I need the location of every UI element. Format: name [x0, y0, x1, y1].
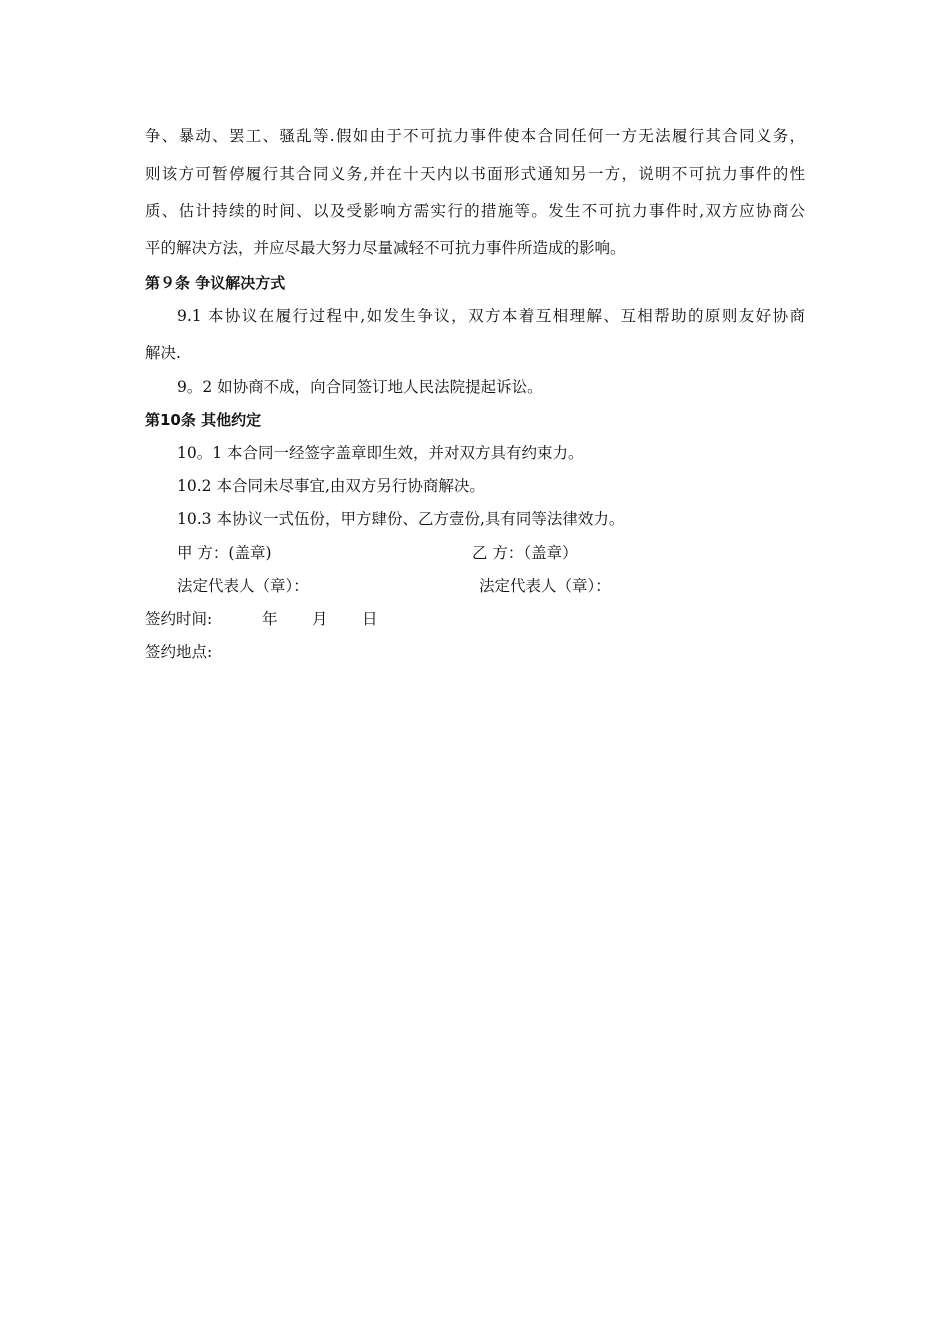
article-9-heading: 第９条 争议解决方式	[145, 274, 286, 292]
paragraph-line: 则该方可暂停履行其合同义务,并在十天内以书面形式通知另一方，说明不可抗力事件的性	[145, 165, 805, 183]
party-a-representative: 法定代表人（章）：	[177, 577, 309, 595]
clause-10-3: 10.3 本协议一式伍份，甲方肆份、乙方壹份,具有同等法律效力。	[177, 510, 625, 528]
clause-10-2: 10.2 本合同未尽事宜,由双方另行协商解决。	[177, 477, 485, 495]
signing-place-label: 签约地点:	[145, 643, 213, 661]
party-b-representative: 法定代表人（章）：	[479, 577, 611, 595]
party-a-seal: 甲 方：(盖章)	[177, 544, 272, 562]
clause-10-1: 10。1 本合同一经签字盖章即生效，并对双方具有约束力。	[177, 444, 584, 462]
signing-year: 年	[262, 610, 278, 628]
signing-date-label: 签约时间:	[145, 610, 213, 628]
paragraph-line: 平的解决方法，并应尽最大努力尽量减轻不可抗力事件所造成的影响。	[145, 239, 626, 257]
paragraph-line: 质、估计持续的时间、以及受影响方需实行的措施等。发生不可抗力事件时,双方应协商公	[145, 202, 805, 220]
clause-9-1: 9.1 本协议在履行过程中,如发生争议，双方本着互相理解、互相帮助的原则友好协商	[177, 307, 805, 325]
clause-9-1-continued: 解决.	[145, 344, 181, 362]
paragraph-line: 争、暴动、罢工、骚乱等.假如由于不可抗力事件使本合同任何一方无法履行其合同义务，	[145, 127, 805, 145]
signing-month: 月	[312, 610, 328, 628]
signing-day: 日	[362, 610, 378, 628]
clause-9-2: 9。2 如协商不成，向合同签订地人民法院提起诉讼。	[177, 378, 543, 396]
party-b-seal: 乙 方：（盖章）	[472, 544, 578, 562]
article-10-heading: 第10条 其他约定	[145, 411, 262, 429]
